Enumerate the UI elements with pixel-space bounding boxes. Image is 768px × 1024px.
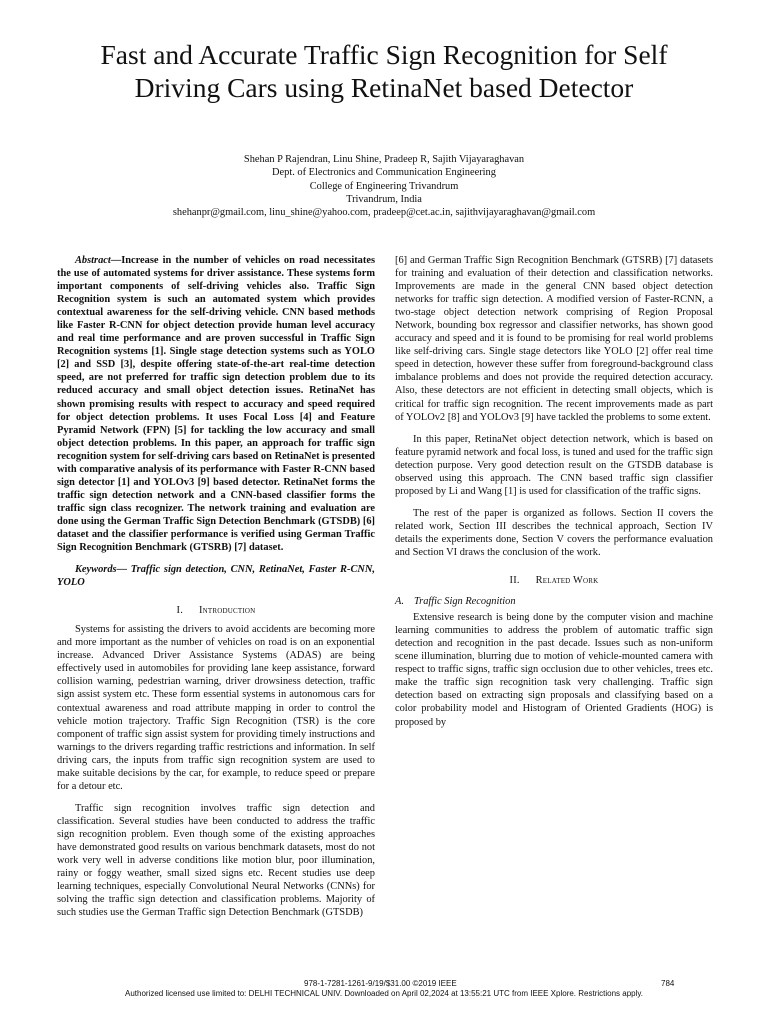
section-title: Introduction xyxy=(199,605,256,617)
footer-page-number: 784 xyxy=(661,979,675,988)
author-block xyxy=(40,153,728,219)
footer-license-notice: Authorized licensed use limited to: DELHI TECHNICAL UNIV. Downloaded on April 02,2024 at 13:55:21 UTC from IEEE Xplore. Restrictions apply. xyxy=(124,989,644,998)
author-names: Shehan P Rajendran, Linu Shine, Pradeep R, Sajith Vijayaraghavan xyxy=(243,154,525,165)
title-line-2: Driving Cars using RetinaNet based Detector xyxy=(134,72,634,103)
right-column xyxy=(395,254,713,729)
section-number: II. xyxy=(509,575,520,587)
author-emails: shehanpr@gmail.com, linu_shine@yahoo.com, pradeep@cet.ac.in, sajithvijayaraghavan@gmail.com xyxy=(172,207,596,219)
section-number: I. xyxy=(176,605,184,617)
intro-paragraph-3: In this paper, RetinaNet object detection network, which is based on feature pyramid network and focal loss, is tuned and used for the traffic sign detection purpose. Very good detection result on the GTSDB database is observed using this approach. The CNN based traffic sign classifier proposed by Li and Wang [1] is used for classification of the traffic signs. xyxy=(395,433,713,497)
title-line-1: Fast and Accurate Traffic Sign Recognition for Self xyxy=(100,39,668,70)
subsection-title: Traffic Sign Recognition xyxy=(413,596,516,608)
abstract xyxy=(57,254,375,554)
affiliation-dept: Dept. of Electronics and Communication Engineering xyxy=(272,167,496,179)
subsection-number: A. xyxy=(395,596,404,608)
related-work-paragraph-1: Extensive research is being done by the computer vision and machine learning communities to address the problem of automatic traffic sign detection and recognition in the past decade. Issues such as non-uniform scene illumination, blurring due to motion of vehicle-mounted camera with respect to traffic signs, traffic sign occlusion due to other vehicles, trees etc. make the traffic sign recognition task very challenging. Traffic sign detection based on extracting sign proposals and classifying based on a color probability model and Histogram of Oriented Gradients (HOG) is proposed by xyxy=(395,612,713,728)
affiliation-location: Trivandrum, India xyxy=(346,193,422,205)
section-title: Related Work xyxy=(535,575,599,587)
abstract-label: Abstract xyxy=(75,255,111,266)
affiliation-college: College of Engineering Trivandrum xyxy=(309,180,459,192)
intro-paragraph-2: Traffic sign recognition involves traffic sign detection and classification. Several studies have been conducted to address the traffic sign recognition problem. Even though some of the existing approaches have demonstrated good results on various benchmark datasets, most do not work very well in adverse conditions like motion blur, poor illumination, rainy or foggy weather, small sized signs etc. Recent studies use deep learning techniques, especially Convolutional Neural Networks (CNNs) for solving the traffic sign detection and classification problems. Majority of such studies use the German Traffic sign Detection Benchmark (GTSDB) xyxy=(57,802,375,919)
left-column xyxy=(57,254,375,919)
section-heading-related-work xyxy=(395,574,713,587)
intro-paragraph-1: Systems for assisting the drivers to avoid accidents are becoming more and more important as the number of vehicles on road is on an exponential increase. Advanced Driver Assistance Systems (ADAS) are being effectively used in automobiles for providing lane keep assistance, forward collision warning, pedestrian warning, driver drowsiness detection, traffic sign assist system etc. These form essential systems in autonomous cars for contextual awareness and road attribute mapping in order to control the vehicle motion trajectory. Traffic Sign Recognition (TSR) is the core component of traffic sign assist system for providing timely instructions and warnings to the drivers regarding traffic restrictions and information. In self driving cars, the inputs from traffic sign recognition system are used to make suitable decisions by the car, for example, to reduce speed or prepare for a detour etc. xyxy=(57,624,375,792)
footer-isbn: 978-1-7281-1261-9/19/$31.00 ©2019 IEEE xyxy=(304,979,457,988)
keywords: Keywords— Traffic sign detection, CNN, RetinaNet, Faster R-CNN, YOLO xyxy=(57,564,375,589)
intro-paragraph-2-continued: [6] and German Traffic Sign Recognition Benchmark (GTSRB) [7] datasets for training and evaluation of their detection and classification networks. Improvements are made in the general CNN based object detection networks for traffic sign detection. A modified version of Faster-RCNN, a two-stage object detection network comprising of Region Proposal Network, bounding box regressor and classifier networks, has shown good accuracy and speed and it is found to be promising for real world problems like self-driving cars. Single stage detectors like YOLO [2] offer real time speed in detection, however these suffer from foreground-background class imbalance problems and does not provide the required detection accuracy. Also, these detectors are not efficient in detecting small objects, which is critical for traffic sign recognition. The recent improvements made as part of YOLOv2 [8] and YOLOv3 [9] have tackled the problems to some extent. xyxy=(395,255,713,423)
abstract-text: —Increase in the number of vehicles on road necessitates the use of automated systems for driver assistance. These systems form important components of self-driving vehicles also. Traffic Sign Recognition system is such an automated system which provides contextual awareness for the self-driving vehicle. CNN based methods like Faster R-CNN for object detection provide human level accuracy and real time performance and are proven successful in Traffic Sign Recognition systems [1]. Single stage detection systems such as YOLO [2] and SSD [3], despite offering state-of-the-art real-time detection speed, are not preferred for traffic sign detection problem due to its reduced accuracy and small object detection issues. RetinaNet has shown promising results with respect to accuracy and speed required for object detection problems. It uses Focal Loss [4] and Feature Pyramid Network (FPN) [5] for tackling the low accuracy and small object detection problems. In this paper, an approach for traffic sign recognition system for self-driving cars based on RetinaNet is presented with comparative analysis of its performance with Faster R-CNN based sign detector [1] and YOLOv3 [9] based detector. RetinaNet forms the traffic sign detection network and a CNN-based classifier forms the traffic sign class recognizer. The network training and evaluation are done using the German Traffic Sign Detection Benchmark (GTSDB) [6] dataset and the classifier performance is verified using German Traffic Sign Recognition Benchmark (GTSRB) [7] dataset. xyxy=(57,255,375,554)
subsection-heading-traffic-sign-recognition xyxy=(395,595,713,608)
paper-title xyxy=(40,38,728,104)
intro-paragraph-4: The rest of the paper is organized as follows. Section II covers the related work, Section III describes the technical approach, Section IV details the experiments done, Section V covers the performance evaluation and Section VI draws the conclusion of the work. xyxy=(395,507,713,558)
section-heading-introduction xyxy=(57,604,375,617)
